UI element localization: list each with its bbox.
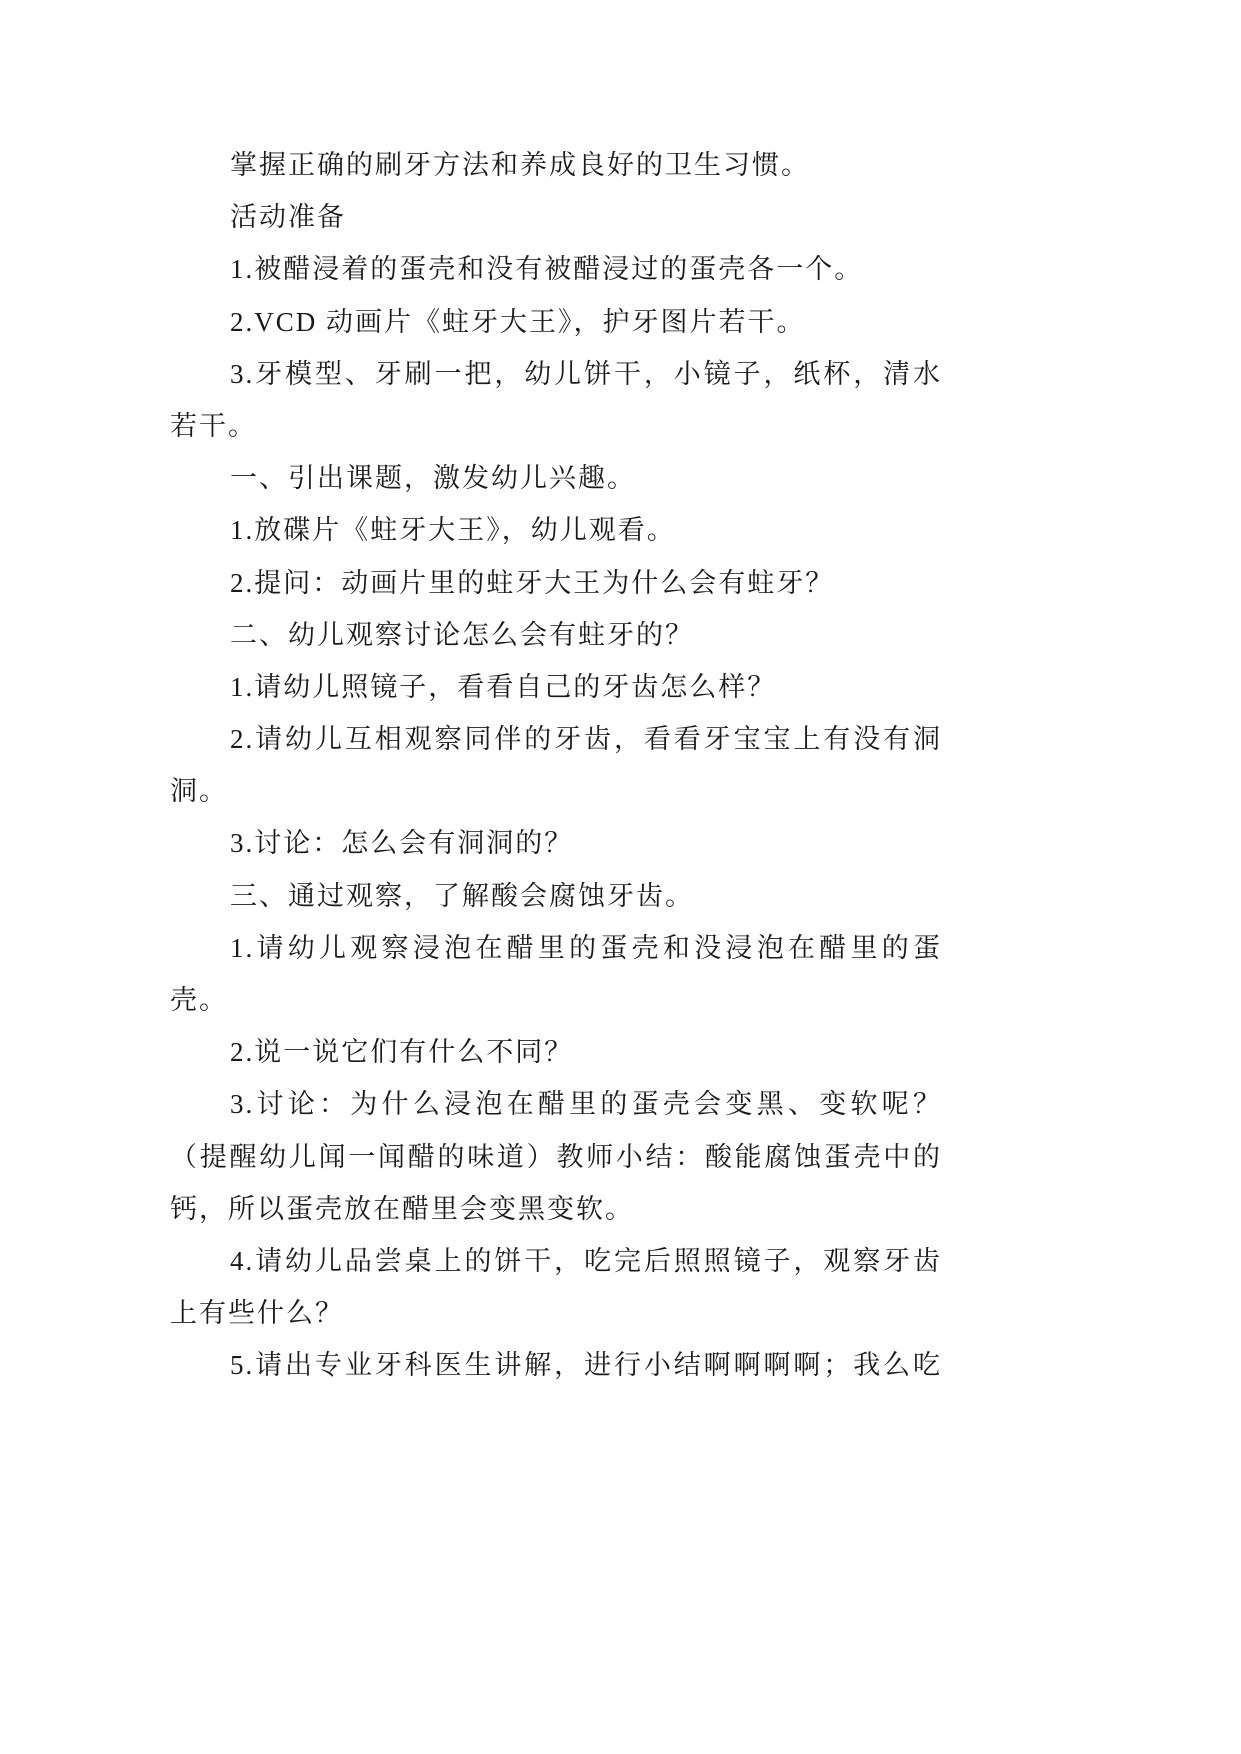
paragraph (170, 296, 942, 348)
text-line: （提醒幼儿闻一闻醋的味道）教师小结：酸能腐蚀蛋壳中的 (170, 1141, 942, 1172)
text-line: 4.请幼儿品尝桌上的饼干，吃完后照照镜子，观察牙齿 (230, 1245, 942, 1276)
text-line: 5.请出专业牙科医生讲解，进行小结啊啊啊啊；我么吃 (230, 1350, 942, 1381)
text-line: 1.请幼儿照镜子，看看自己的牙齿怎么样？ (230, 671, 777, 702)
text-line: 若干。 (170, 410, 257, 441)
section-heading: 一、引出课题，激发幼儿兴趣。 (230, 463, 636, 494)
text-line: 2.说一说它们有什么不同？ (230, 1037, 574, 1068)
paragraph (170, 817, 942, 869)
text-line: 3.讨论：怎么会有洞洞的？ (230, 828, 574, 859)
section-heading: 三、通过观察，了解酸会腐蚀牙齿。 (230, 880, 694, 911)
text-line: 钙，所以蛋壳放在醋里会变黑变软。 (170, 1193, 634, 1224)
text-line: 3.牙模型、牙刷一把，幼儿饼干，小镜子，纸杯，清水 (230, 358, 942, 389)
paragraph (170, 139, 942, 191)
text-line: 2.请幼儿互相观察同伴的牙齿，看看牙宝宝上有没有洞 (230, 724, 942, 755)
text-line: 1.请幼儿观察浸泡在醋里的蛋壳和没浸泡在醋里的蛋 (230, 932, 942, 963)
paragraph (170, 557, 942, 609)
document-body (170, 139, 942, 1392)
text-line: 2.VCD 动画片《蛀牙大王》，护牙图片若干。 (230, 306, 806, 337)
text-line: 洞。 (170, 776, 228, 807)
paragraph (170, 348, 942, 452)
text-line: 上有些什么？ (170, 1298, 344, 1329)
text-line: 3.讨论：为什么浸泡在醋里的蛋壳会变黑、变软呢？ (230, 1089, 942, 1120)
paragraph (170, 243, 942, 295)
paragraph (170, 452, 942, 504)
text-line: 掌握正确的刷牙方法和养成良好的卫生习惯。 (230, 150, 810, 180)
paragraph (170, 191, 942, 243)
paragraph (170, 713, 942, 817)
section-heading: 活动准备 (230, 202, 346, 233)
paragraph (170, 922, 942, 1026)
paragraph (170, 661, 942, 713)
paragraph (170, 1078, 942, 1235)
paragraph (170, 1235, 942, 1339)
paragraph (170, 609, 942, 661)
text-line: 2.提问：动画片里的蛀牙大王为什么会有蛀牙？ (230, 567, 835, 598)
text-line: 1.放碟片《蛀牙大王》，幼儿观看。 (230, 515, 676, 546)
paragraph (170, 1026, 942, 1078)
paragraph (170, 870, 942, 922)
paragraph (170, 1339, 942, 1391)
text-line: 壳。 (170, 985, 228, 1015)
paragraph (170, 504, 942, 556)
section-heading: 二、幼儿观察讨论怎么会有蛀牙的？ (230, 619, 694, 650)
text-line: 1.被醋浸着的蛋壳和没有被醋浸过的蛋壳各一个。 (230, 254, 864, 285)
